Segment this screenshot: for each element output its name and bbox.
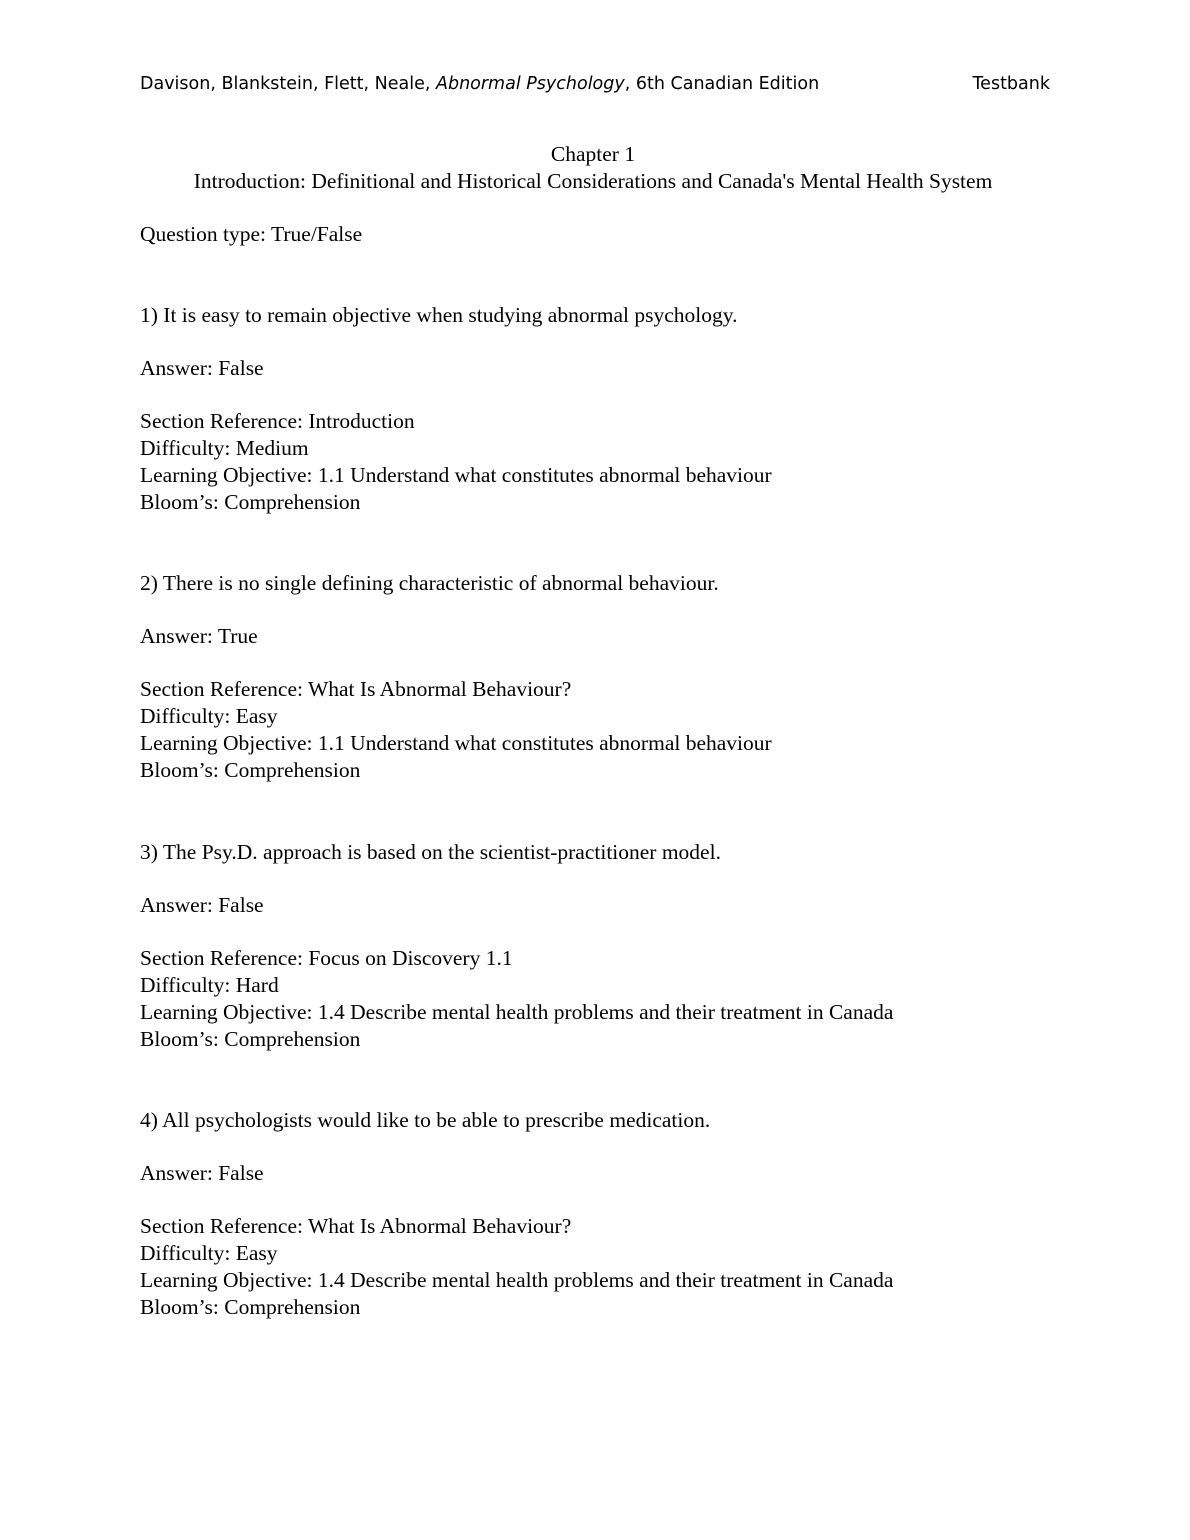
page-header [140,70,1050,98]
question-stem: 3) The Psy.D. approach is based on the scientist-practitioner model. [140,840,721,864]
blooms-level: Bloom’s: Comprehension [140,1027,361,1051]
difficulty: Difficulty: Medium [140,436,309,460]
header-authors: Davison, Blankstein, Flett, Neale, [140,74,436,94]
learning-objective: Learning Objective: 1.4 Describe mental health problems and their treatment in Canada [140,1000,894,1024]
header-edition: , 6th Canadian Edition [624,74,820,94]
difficulty: Difficulty: Hard [140,973,279,997]
question-item [140,839,1140,1053]
blooms-level: Bloom’s: Comprehension [140,758,361,782]
question-answer: Answer: False [140,893,264,917]
question-stem: 2) There is no single defining characteristic of abnormal behaviour. [140,571,719,595]
question-item [140,302,1140,516]
learning-objective: Learning Objective: 1.1 Understand what constitutes abnormal behaviour [140,731,772,755]
blooms-level: Bloom’s: Comprehension [140,1295,361,1319]
blooms-level: Bloom’s: Comprehension [140,490,361,514]
section-reference: Section Reference: Introduction [140,409,415,433]
question-answer: Answer: False [140,356,264,380]
learning-objective: Learning Objective: 1.4 Describe mental health problems and their treatment in Canada [140,1268,894,1292]
header-testbank-label: Testbank [972,74,1050,94]
question-metadata [140,676,1140,784]
header-book-title: Abnormal Psychology [435,74,625,94]
section-reference: Section Reference: What Is Abnormal Behaviour? [140,1214,572,1238]
chapter-title: Introduction: Definitional and Historical Considerations and Canada's Mental Health System [193,169,993,193]
learning-objective: Learning Objective: 1.1 Understand what constitutes abnormal behaviour [140,463,772,487]
question-stem: 1) It is easy to remain objective when studying abnormal psychology. [140,303,738,327]
question-type: Question type: True/False [140,222,363,246]
question-metadata [140,408,1140,516]
chapter-number: Chapter 1 [550,142,636,166]
section-reference: Section Reference: What Is Abnormal Behaviour? [140,677,572,701]
question-metadata [140,1213,1140,1321]
section-reference: Section Reference: Focus on Discovery 1.1 [140,946,513,970]
question-metadata [140,945,1140,1053]
header-citation [140,70,819,98]
question-item [140,1107,1140,1321]
difficulty: Difficulty: Easy [140,704,278,728]
difficulty: Difficulty: Easy [140,1241,278,1265]
question-item [140,570,1140,784]
chapter-heading [0,141,1190,195]
question-answer: Answer: False [140,1161,264,1185]
question-answer: Answer: True [140,624,258,648]
question-stem: 4) All psychologists would like to be able to prescribe medication. [140,1108,711,1132]
